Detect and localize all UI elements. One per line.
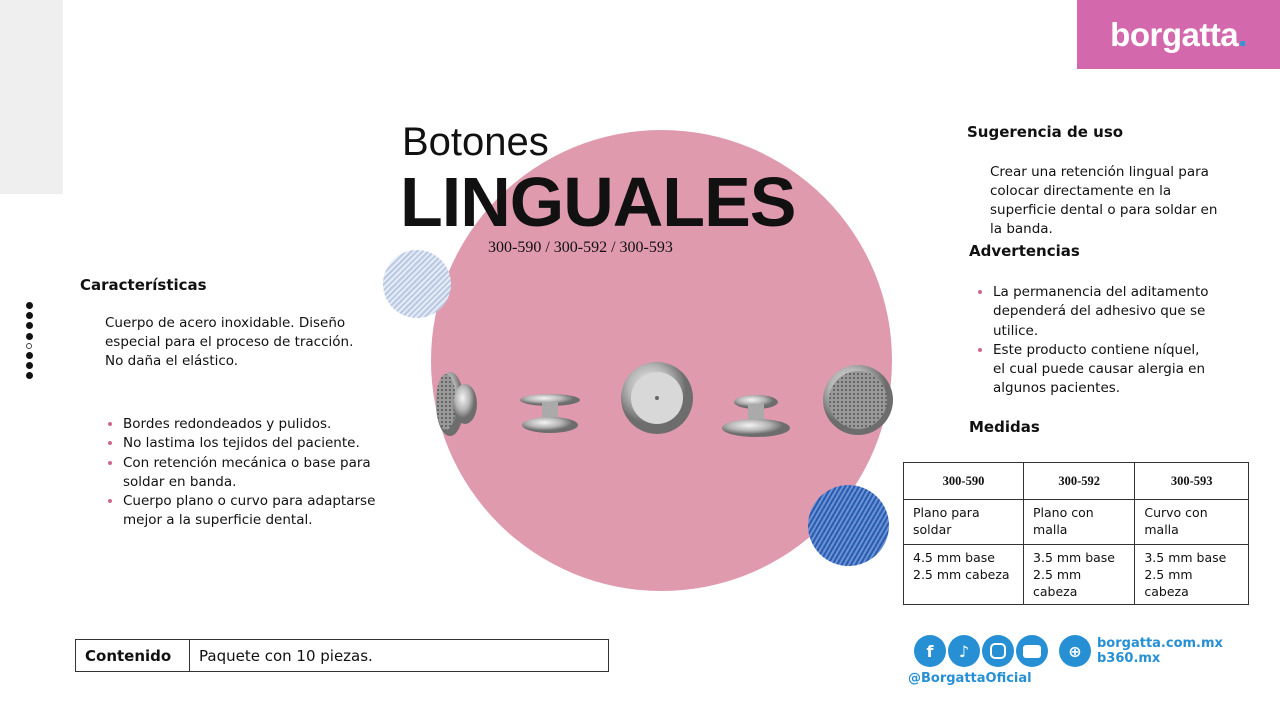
cell: Plano con malla	[1024, 500, 1135, 545]
medidas-table	[903, 462, 1249, 605]
website-link[interactable]: b360.mx	[1097, 651, 1161, 666]
borgatta-logo	[1077, 0, 1280, 69]
header-cell: 300-593	[1135, 463, 1249, 500]
product-images	[420, 360, 900, 445]
side-panel	[0, 0, 63, 194]
header-cell: 300-590	[904, 463, 1024, 500]
social-icons	[914, 635, 1048, 667]
nav-dot[interactable]	[26, 372, 33, 379]
nav-dot[interactable]	[26, 312, 33, 319]
medidas-heading: Medidas	[969, 418, 1040, 436]
list-item: Con retención mecánica o base para soldar en banda.	[105, 454, 415, 493]
tiktok-icon[interactable]: ♪	[948, 635, 980, 667]
cell: Plano para soldar	[904, 500, 1024, 545]
table-row	[904, 545, 1249, 605]
decor-circle-light	[383, 250, 451, 318]
nav-dot[interactable]	[26, 362, 33, 369]
nav-dot-active[interactable]	[26, 343, 32, 349]
contenido-label: Contenido	[76, 640, 190, 672]
website-link[interactable]: borgatta.com.mx	[1097, 636, 1223, 651]
list-item: Bordes redondeados y pulidos.	[105, 415, 415, 434]
table-header-row	[904, 463, 1249, 500]
title-line1: Botones	[402, 120, 549, 164]
caracteristicas-intro: Cuerpo de acero inoxidable. Diseño especial para el proceso de tracción. No daña el elástico.	[105, 315, 354, 369]
button-top	[621, 362, 693, 434]
slide-nav-dots[interactable]	[26, 302, 33, 379]
list-item: No lastima los tejidos del paciente.	[105, 434, 415, 453]
header-cell: 300-592	[1024, 463, 1135, 500]
nav-dot[interactable]	[26, 302, 33, 309]
sugerencia-text: Crear una retención lingual para colocar directamente en la superficie dental o para soldar en la banda.	[990, 164, 1218, 237]
nav-dot[interactable]	[26, 322, 33, 329]
contenido-value: Paquete con 10 piezas.	[190, 640, 609, 672]
button-curved	[722, 395, 790, 437]
product-codes: 300-590 / 300-592 / 300-593	[488, 239, 673, 256]
nav-dot[interactable]	[26, 333, 33, 340]
table-row	[904, 500, 1249, 545]
title-line2: LINGUALES	[400, 163, 796, 241]
button-flat	[520, 394, 580, 433]
logo-dot: .	[1238, 15, 1247, 53]
caracteristicas-list	[105, 415, 415, 531]
contenido-table	[75, 639, 609, 672]
logo-text: borgatta	[1110, 15, 1239, 53]
decor-circle-blue	[808, 485, 889, 566]
advertencias-heading: Advertencias	[969, 242, 1080, 260]
list-item: Este producto contiene níquel, el cual puede causar alergia en algunos pacientes.	[975, 341, 1215, 399]
table-row	[76, 640, 609, 672]
facebook-icon[interactable]: f	[914, 635, 946, 667]
button-mesh-base	[823, 365, 893, 435]
nav-dot[interactable]	[26, 352, 33, 359]
list-item: La permanencia del aditamento dependerá del adhesivo que se utilice.	[975, 283, 1215, 341]
list-item: Cuerpo plano o curvo para adaptarse mejor a la superficie dental.	[105, 492, 415, 531]
sugerencia-heading: Sugerencia de uso	[967, 123, 1124, 141]
advertencias-list	[975, 283, 1215, 399]
website-links	[1097, 636, 1223, 666]
social-handle[interactable]: @BorgattaOficial	[908, 671, 1032, 686]
cell: 3.5 mm base 2.5 mm cabeza	[1135, 545, 1249, 605]
caracteristicas-heading: Características	[80, 276, 207, 294]
cell: Curvo con malla	[1135, 500, 1249, 545]
instagram-icon[interactable]	[982, 635, 1014, 667]
cell: 3.5 mm base 2.5 mm cabeza	[1024, 545, 1135, 605]
globe-icon: ⊕	[1059, 635, 1091, 667]
youtube-icon[interactable]	[1016, 635, 1048, 667]
cell: 4.5 mm base 2.5 mm cabeza	[904, 545, 1024, 605]
button-side-mesh	[436, 372, 477, 436]
